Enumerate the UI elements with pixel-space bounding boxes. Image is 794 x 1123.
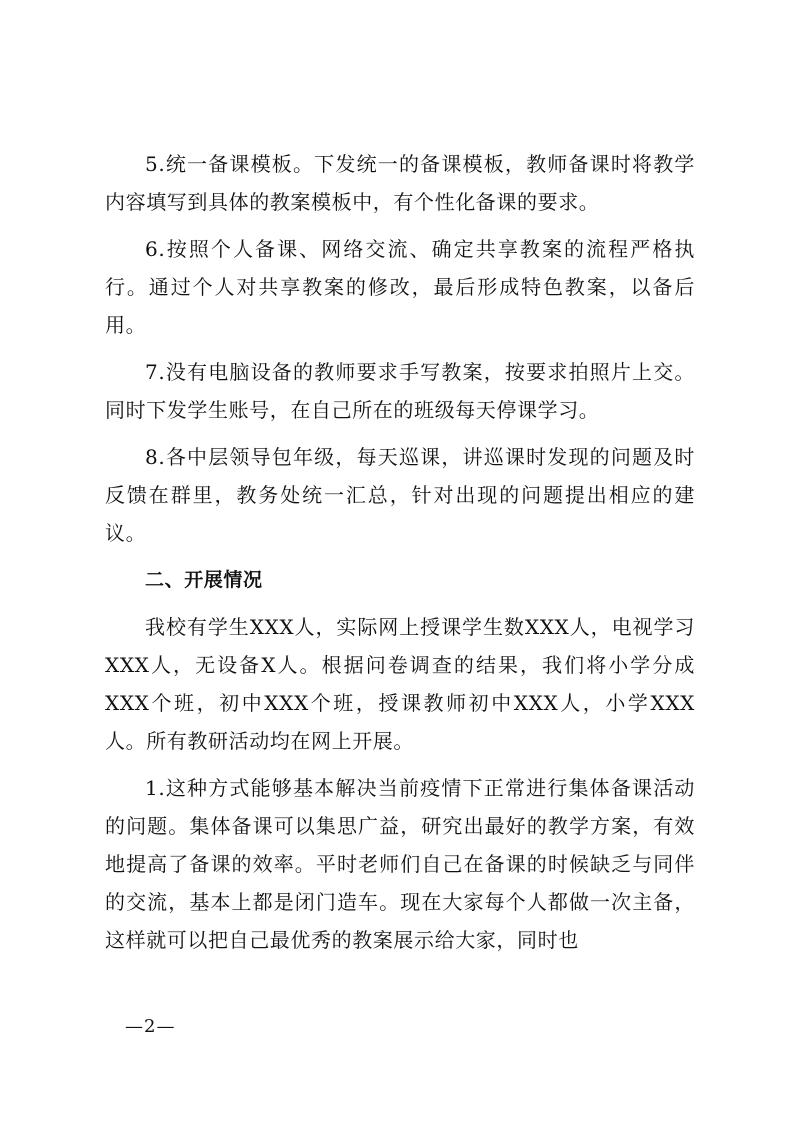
paragraph-overview: 我校有学生XXX人，实际网上授课学生数XXX人，电视学习XXX人，无设备X人。根据问卷调查的结果，我们将小学分成XXX个班，初中XXX个班，授课教师初中XXX人，小学XXX人。所有教研活动均在网上开展。: [105, 615, 695, 753]
paragraph-point-1: 1.这种方式能够基本解决当前疫情下正常进行集体备课活动的问题。集体备课可以集思广益，研究出最好的教学方案，有效地提高了备课的效率。平时老师们自己在备课的时候缺乏与同伴的交流，基本上都是闭门造车。现在大家每个人都做一次主备，这样就可以把自己最优秀的教案展示给大家，同时也: [105, 776, 695, 952]
page-number: —2—: [125, 1016, 176, 1037]
section-heading: 二、开展情况: [145, 569, 263, 591]
paragraph-item-7: 7.没有电脑设备的教师要求手写教案，按要求拍照片上交。同时下发学生账号，在自己所在的班级每天停课学习。: [105, 360, 695, 422]
paragraph-item-6: 6.按照个人备课、网络交流、确定共享教案的流程严格执行。通过个人对共享教案的修改，最后形成特色教案，以备后用。: [105, 237, 695, 337]
document-body: [105, 145, 695, 959]
paragraph-item-5: 5.统一备课模板。下发统一的备课模板，教师备课时将教学内容填写到具体的教案模板中，有个性化备课的要求。: [105, 152, 695, 214]
paragraph-item-8: 8.各中层领导包年级，每天巡课，讲巡课时发现的问题及时反馈在群里，教务处统一汇总，针对出现的问题提出相应的建议。: [105, 445, 695, 545]
